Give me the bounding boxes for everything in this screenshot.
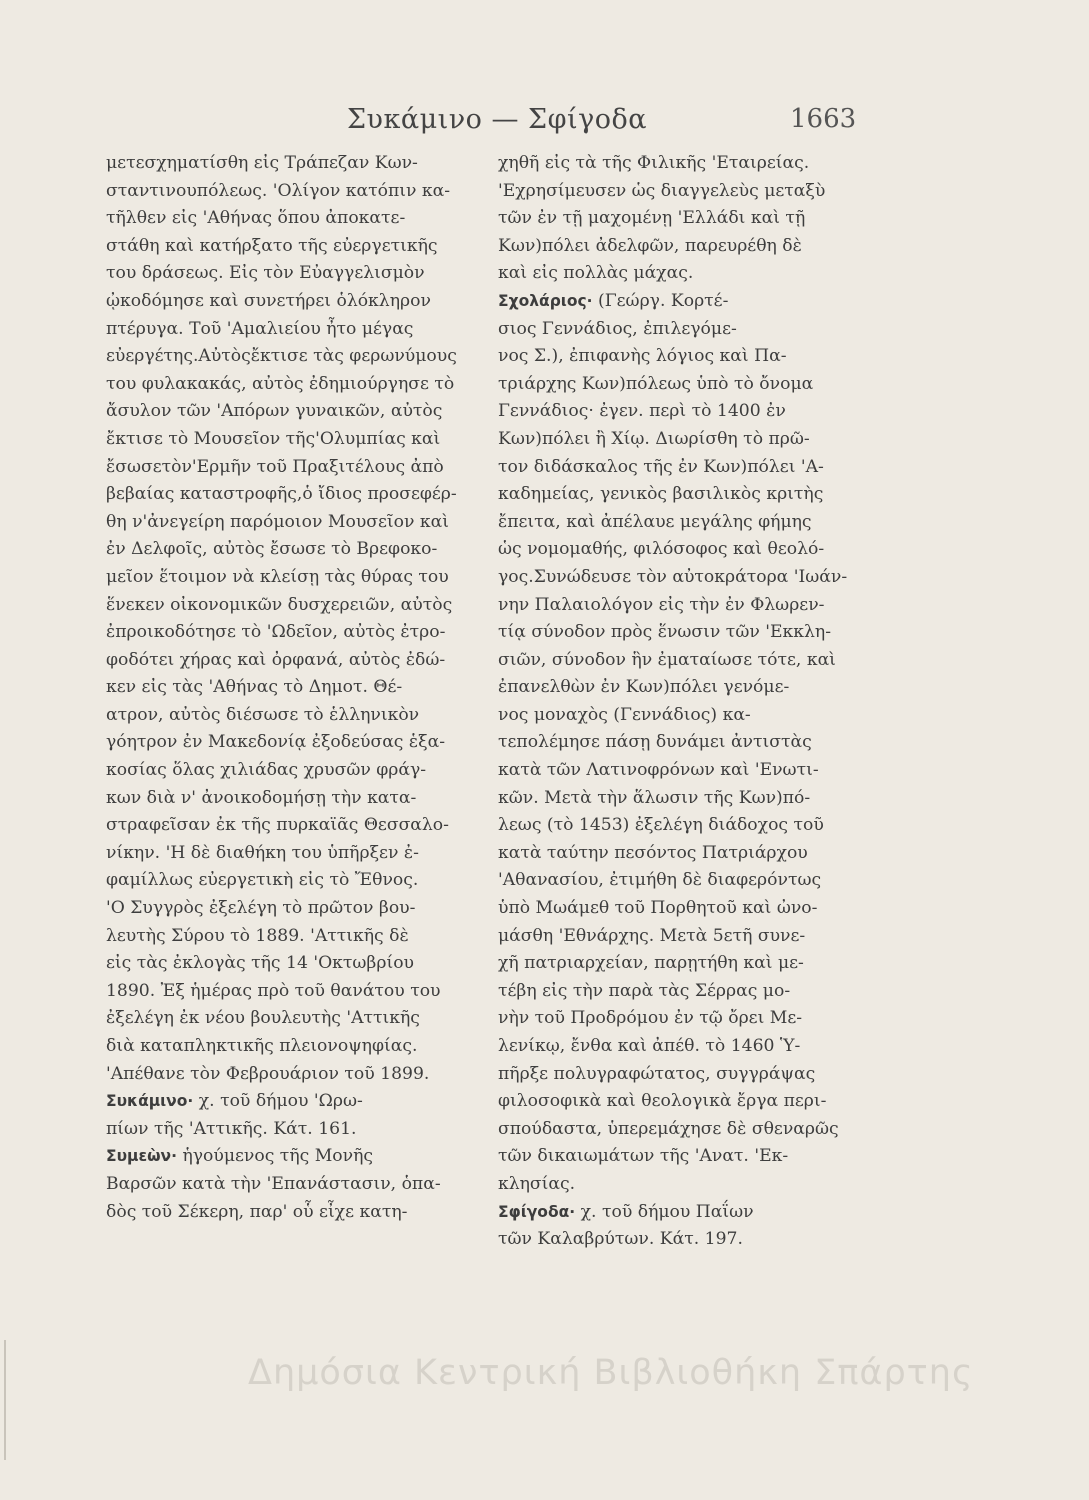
text-line: 'Αθανασίου, ἐτιμήθη δὲ διαφερόντως xyxy=(498,870,822,891)
text-line: γος.Συνώδευσε τὸν αὐτοκράτορα 'Ιωάν- xyxy=(498,566,848,587)
text-line: γόητρον ἐν Μακεδονίᾳ ἐξοδεύσας ἑξα- xyxy=(106,732,445,753)
text-line: ἐν Δελφοῖς, αὐτὸς ἔσωσε τὸ Βρεφοκο- xyxy=(106,539,438,560)
page-number: 1663 xyxy=(790,104,857,134)
text-line: μεῖον ἕτοιμον νὰ κλείσῃ τὰς θύρας του xyxy=(106,566,449,587)
text-line: τριάρχης Κων)πόλεως ὑπὸ τὸ ὄνομα xyxy=(498,373,814,394)
text-line: νίκην. 'Η δὲ διαθήκη του ὑπῆρξεν ἐ- xyxy=(106,842,419,863)
text-line: Βαρσῶν κατὰ τὴν 'Επανάστασιν, ὁπα- xyxy=(106,1173,441,1194)
text-line: πτέρυγα. Τοῦ 'Αμαλιείου ἦτο μέγας xyxy=(106,318,414,339)
entry-headword: Σφίγοδα· xyxy=(498,1202,576,1221)
text-line: εἰς τὰς ἐκλογὰς τῆς 14 'Οκτωβρίου xyxy=(106,953,414,974)
text-line: τῶν Καλαβρύτων. Κάτ. 197. xyxy=(498,1229,743,1250)
text-line: ἕνεκεν οἰκονομικῶν δυσχερειῶν, αὐτὸς xyxy=(106,594,453,615)
text-line: 'Απέθανε τὸν Φεβρουάριον τοῦ 1899. xyxy=(106,1063,430,1084)
text-line: κοσίας ὅλας χιλιάδας χρυσῶν φράγ- xyxy=(106,760,427,781)
right-text-column xyxy=(498,150,850,1254)
text-line: ὑπὸ Μωάμεθ τοῦ Πορθητοῦ καὶ ὠνο- xyxy=(498,898,818,919)
entry-text: χ. τοῦ δήμου Παΐων xyxy=(575,1201,754,1222)
text-line: νος μοναχὸς (Γεννάδιος) κα- xyxy=(498,704,751,725)
text-line: νος Σ.), ἐπιφανὴς λόγιος καὶ Πα- xyxy=(498,346,787,367)
text-line: κατὰ ταύτην πεσόντος Πατριάρχου xyxy=(498,842,808,863)
text-line: κλησίας. xyxy=(498,1173,576,1194)
text-line: μετεσχηματίσθη εἰς Τράπεζαν Κων- xyxy=(106,153,418,173)
text-line: Κων)πόλει ἢ Χίῳ. Διωρίσθη τὸ πρῶ- xyxy=(498,428,810,449)
text-line: τεπολέμησε πάσῃ δυνάμει ἀντιστὰς xyxy=(498,732,812,753)
text-line: λευτὴς Σύρου τὸ 1889. 'Αττικῆς δὲ xyxy=(106,925,409,946)
text-line: τέβη εἰς τὴν παρὰ τὰς Σέρρας μο- xyxy=(498,980,791,1001)
text-line: σταντινουπόλεως. 'Ολίγον κατόπιν κα- xyxy=(106,180,451,201)
text-line: κατὰ τῶν Λατινοφρόνων καὶ 'Ενωτι- xyxy=(498,760,819,781)
text-line: χῆ πατριαρχείαν, παρῃτήθη καὶ με- xyxy=(498,953,804,974)
text-line: ατρον, αὐτὸς διέσωσε τὸ ἑλληνικὸν xyxy=(106,704,420,725)
left-text-column xyxy=(106,150,458,1226)
text-line: φιλοσοφικὰ καὶ θεολογικὰ ἔργα περι- xyxy=(498,1091,827,1112)
text-line: ᾠκοδόμησε καὶ συνετήρει ὁλόκληρον xyxy=(106,290,431,311)
text-line: λεως (τὸ 1453) ἐξελέγη διάδοχος τοῦ xyxy=(498,815,824,836)
text-line: πῆρξε πολυγραφώτατος, συγγράψας xyxy=(498,1063,816,1084)
library-watermark: Δημόσια Κεντρική Βιβλιοθήκη Σπάρτης xyxy=(248,1353,974,1393)
text-line: 'Εχρησίμευσεν ὡς διαγγελεὺς μεταξὺ xyxy=(498,180,826,201)
text-line: ἐπανελθὼν ἐν Κων)πόλει γενόμε- xyxy=(498,677,790,698)
running-header: Συκάμινο — Σφίγοδα xyxy=(346,104,648,135)
text-line: θη ν'ἀνεγείρη παρόμοιον Μουσεῖον καὶ xyxy=(106,511,450,532)
text-line: λενίκῳ, ἔνθα καὶ ἀπέθ. τὸ 1460 Ὑ- xyxy=(498,1036,801,1056)
text-line: χηθῆ εἰς τὰ τῆς Φιλικῆς 'Εταιρείας. xyxy=(498,153,810,173)
text-line: ἐξελέγη ἐκ νέου βουλευτὴς 'Αττικῆς xyxy=(106,1008,420,1029)
text-line: σιος Γεννάδιος, ἐπιλεγόμε- xyxy=(498,318,737,339)
text-line: σπούδαστα, ὑπερεμάχησε δὲ σθεναρῶς xyxy=(498,1118,839,1139)
text-line: καδημείας, γενικὸς βασιλικὸς κριτὴς xyxy=(498,484,824,505)
text-line: Κων)πόλει ἀδελφῶν, παρευρέθη δὲ xyxy=(498,235,802,256)
text-line: πίων τῆς 'Αττικῆς. Κάτ. 161. xyxy=(106,1118,357,1139)
text-line: κων διὰ ν' ἀνοικοδομήσῃ τὴν κατα- xyxy=(106,787,417,808)
text-line: δὸς τοῦ Σέκερη, παρ' οὗ εἶχε κατη- xyxy=(106,1201,408,1222)
entry-text: χ. τοῦ δήμου 'Ωρω- xyxy=(193,1091,363,1112)
text-line: καὶ εἰς πολλὰς μάχας. xyxy=(498,263,694,284)
text-line: Γεννάδιος· ἐγεν. περὶ τὸ 1400 ἐν xyxy=(498,401,786,422)
text-line: ὡς νομομαθής, φιλόσοφος καὶ θεολό- xyxy=(498,539,825,560)
text-line: ἐπροικοδότησε τὸ 'Ωδεῖον, αὐτὸς ἐτρο- xyxy=(106,622,446,643)
text-line: τῆλθεν εἰς 'Αθήνας ὅπου ἀποκατε- xyxy=(106,208,406,229)
text-line: φοδότει χήρας καὶ ὀρφανά, αὐτὸς ἐδώ- xyxy=(106,649,446,670)
entry-line xyxy=(106,1143,458,1171)
text-line: τῶν δικαιωμάτων τῆς 'Ανατ. 'Εκ- xyxy=(498,1146,789,1167)
text-line: σιῶν, σύνοδον ἣν ἐματαίωσε τότε, καὶ xyxy=(498,649,836,670)
text-line: νὴν τοῦ Προδρόμου ἐν τῷ ὄρει Με- xyxy=(498,1008,803,1029)
entry-text: (Γεώργ. Κορτέ- xyxy=(592,290,729,311)
text-line: του δράσεως. Εἰς τὸν Εὐαγγελισμὸν xyxy=(106,263,425,284)
text-line: ἄσυλον τῶν 'Απόρων γυναικῶν, αὐτὸς xyxy=(106,401,443,422)
text-line: νην Παλαιολόγον εἰς τὴν ἐν Φλωρεν- xyxy=(498,594,825,615)
entry-headword: Σχολάριος· xyxy=(498,291,593,310)
text-line: κεν εἰς τὰς 'Αθήνας τὸ Δημοτ. Θέ- xyxy=(106,677,403,698)
text-line: 1890. Ἐξ ἡμέρας πρὸ τοῦ θανάτου του xyxy=(106,980,441,1001)
text-line: εὐεργέτης.Αὐτὸςἔκτισε τὰς φερωνύμους xyxy=(106,346,457,367)
text-line: στάθη καὶ κατήρξατο τῆς εὐεργετικῆς xyxy=(106,235,438,256)
entry-line xyxy=(498,1199,850,1227)
text-line: φαμίλλως εὐεργετικὴ εἰς τὸ Ἔθνος. xyxy=(106,870,419,891)
text-line: τον διδάσκαλος τῆς ἐν Κων)πόλει 'Α- xyxy=(498,456,824,477)
entry-line xyxy=(106,1088,458,1116)
text-line: κῶν. Μετὰ τὴν ἅλωσιν τῆς Κων)πό- xyxy=(498,787,811,808)
text-line: ἔκτισε τὸ Μουσεῖον τῆς'Ολυμπίας καὶ xyxy=(106,428,441,449)
text-line: βεβαίας καταστροφῆς,ὁ ἴδιος προσεφέρ- xyxy=(106,484,457,505)
text-line: τίᾳ σύνοδον πρὸς ἕνωσιν τῶν 'Εκκλη- xyxy=(498,622,831,643)
text-line: του φυλακακάς, αὐτὸς ἐδημιούργησε τὸ xyxy=(106,373,455,394)
text-line: ἔσωσετὸν'Ερμῆν τοῦ Πραξιτέλους ἀπὸ xyxy=(106,456,444,477)
entry-line xyxy=(498,288,850,316)
text-line: διὰ καταπληκτικῆς πλειονοψηφίας. xyxy=(106,1036,418,1056)
entry-text: ἡγούμενος τῆς Μονῆς xyxy=(177,1146,374,1167)
text-line: στραφεῖσαν ἐκ τῆς πυρκαϊᾶς Θεσσαλο- xyxy=(106,815,449,836)
text-line: ἔπειτα, καὶ ἀπέλαυε μεγάλης φήμης xyxy=(498,511,812,532)
text-line: τῶν ἐν τῇ μαχομένῃ 'Ελλάδι καὶ τῇ xyxy=(498,208,806,229)
scan-margin-mark xyxy=(4,1340,6,1460)
text-line: μάσθη 'Εθνάρχης. Μετὰ 5ετῆ συνε- xyxy=(498,925,806,946)
text-line: 'Ο Συγγρὸς ἐξελέγη τὸ πρῶτον βου- xyxy=(106,898,416,919)
entry-headword: Συκάμινο· xyxy=(106,1092,194,1111)
entry-headword: Συμεὼν· xyxy=(106,1147,178,1166)
